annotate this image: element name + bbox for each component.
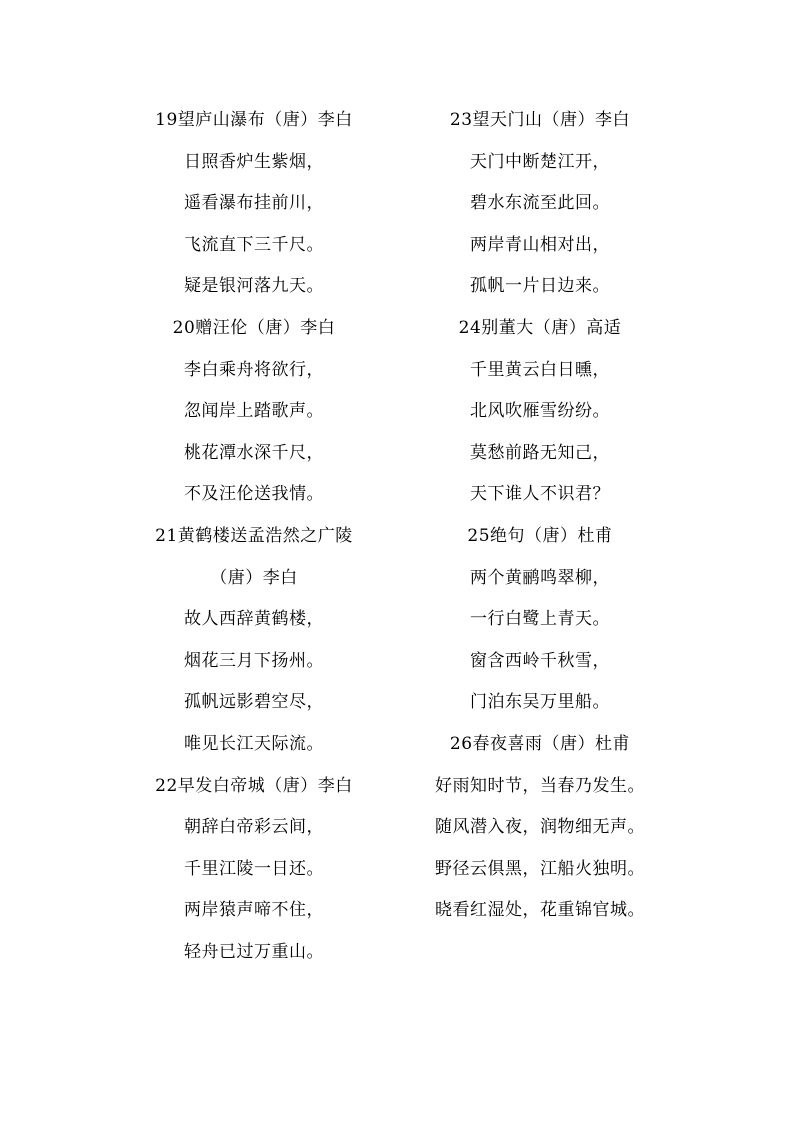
- poem-line: 李白乘舟将欲行，: [184, 359, 324, 380]
- poem-line: 野径云俱黑，江船火独明。: [435, 858, 645, 879]
- poem-line: 忽闻岸上踏歌声。: [184, 401, 324, 422]
- poem-line: 门泊东吴万里船。: [470, 692, 610, 713]
- poem-line: 故人西辞黄鹤楼，: [184, 609, 324, 630]
- poem-title: 25绝句（唐）杜甫: [467, 525, 613, 546]
- poem-line: 莫愁前路无知己，: [470, 442, 610, 463]
- poem-line: 一行白鹭上青天。: [470, 609, 610, 630]
- poem-line: 晓看红湿处，花重锦官城。: [435, 900, 645, 921]
- poem-line: 遥看瀑布挂前川，: [184, 193, 324, 214]
- poem-title: 21黄鹤楼送孟浩然之广陵: [155, 525, 353, 546]
- poem-line: 轻舟已过万重山。: [184, 941, 324, 962]
- poem-title: 23望天门山（唐）李白: [449, 110, 631, 130]
- left-poem-column: [94, 100, 414, 973]
- poem-line: 烟花三月下扬州。: [184, 650, 324, 671]
- poem-line: 日照香炉生紫烟，: [184, 151, 324, 172]
- poem-line: 千里黄云白日曛，: [470, 359, 610, 380]
- poem-line: 北风吹雁雪纷纷。: [470, 401, 610, 422]
- poem-line: 桃花潭水深千尺，: [184, 442, 324, 463]
- poem-line: 不及汪伦送我情。: [184, 484, 324, 505]
- poem-line: 飞流直下三千尺。: [184, 234, 324, 255]
- poem-line: 唯见长江天际流。: [184, 733, 324, 754]
- poem-line: 好雨知时节，当春乃发生。: [435, 775, 645, 796]
- poem-title: 24别董大（唐）高适: [458, 317, 622, 338]
- poem-title-continued: （唐）李白: [210, 567, 298, 588]
- poem-line: 两个黄鹂鸣翠柳，: [470, 567, 610, 588]
- poem-line: 两岸猿声啼不住，: [184, 900, 324, 921]
- poem-line: 两岸青山相对出，: [470, 234, 610, 255]
- poem-title: 26春夜喜雨（唐）杜甫: [449, 733, 631, 754]
- poem-line: 天门中断楚江开，: [470, 151, 610, 172]
- poem-line: 千里江陵一日还。: [184, 858, 324, 879]
- poem-title: 19望庐山瀑布（唐）李白: [155, 110, 353, 130]
- poem-line: 窗含西岭千秋雪，: [470, 650, 610, 671]
- poem-line: 朝辞白帝彩云间，: [184, 817, 324, 838]
- poem-title: 22早发白帝城（唐）李白: [155, 775, 353, 796]
- poem-line: 疑是银河落九天。: [184, 276, 324, 297]
- poem-line: 天下谁人不识君？: [470, 484, 610, 505]
- poem-line: 碧水东流至此回。: [470, 193, 610, 214]
- poem-line: 孤帆一片日边来。: [470, 276, 610, 297]
- right-poem-column: [380, 100, 700, 932]
- poem-line: 孤帆远影碧空尽，: [184, 692, 324, 713]
- poem-title: 20赠汪伦（唐）李白: [172, 317, 336, 338]
- poem-line: 随风潜入夜，润物细无声。: [435, 817, 645, 838]
